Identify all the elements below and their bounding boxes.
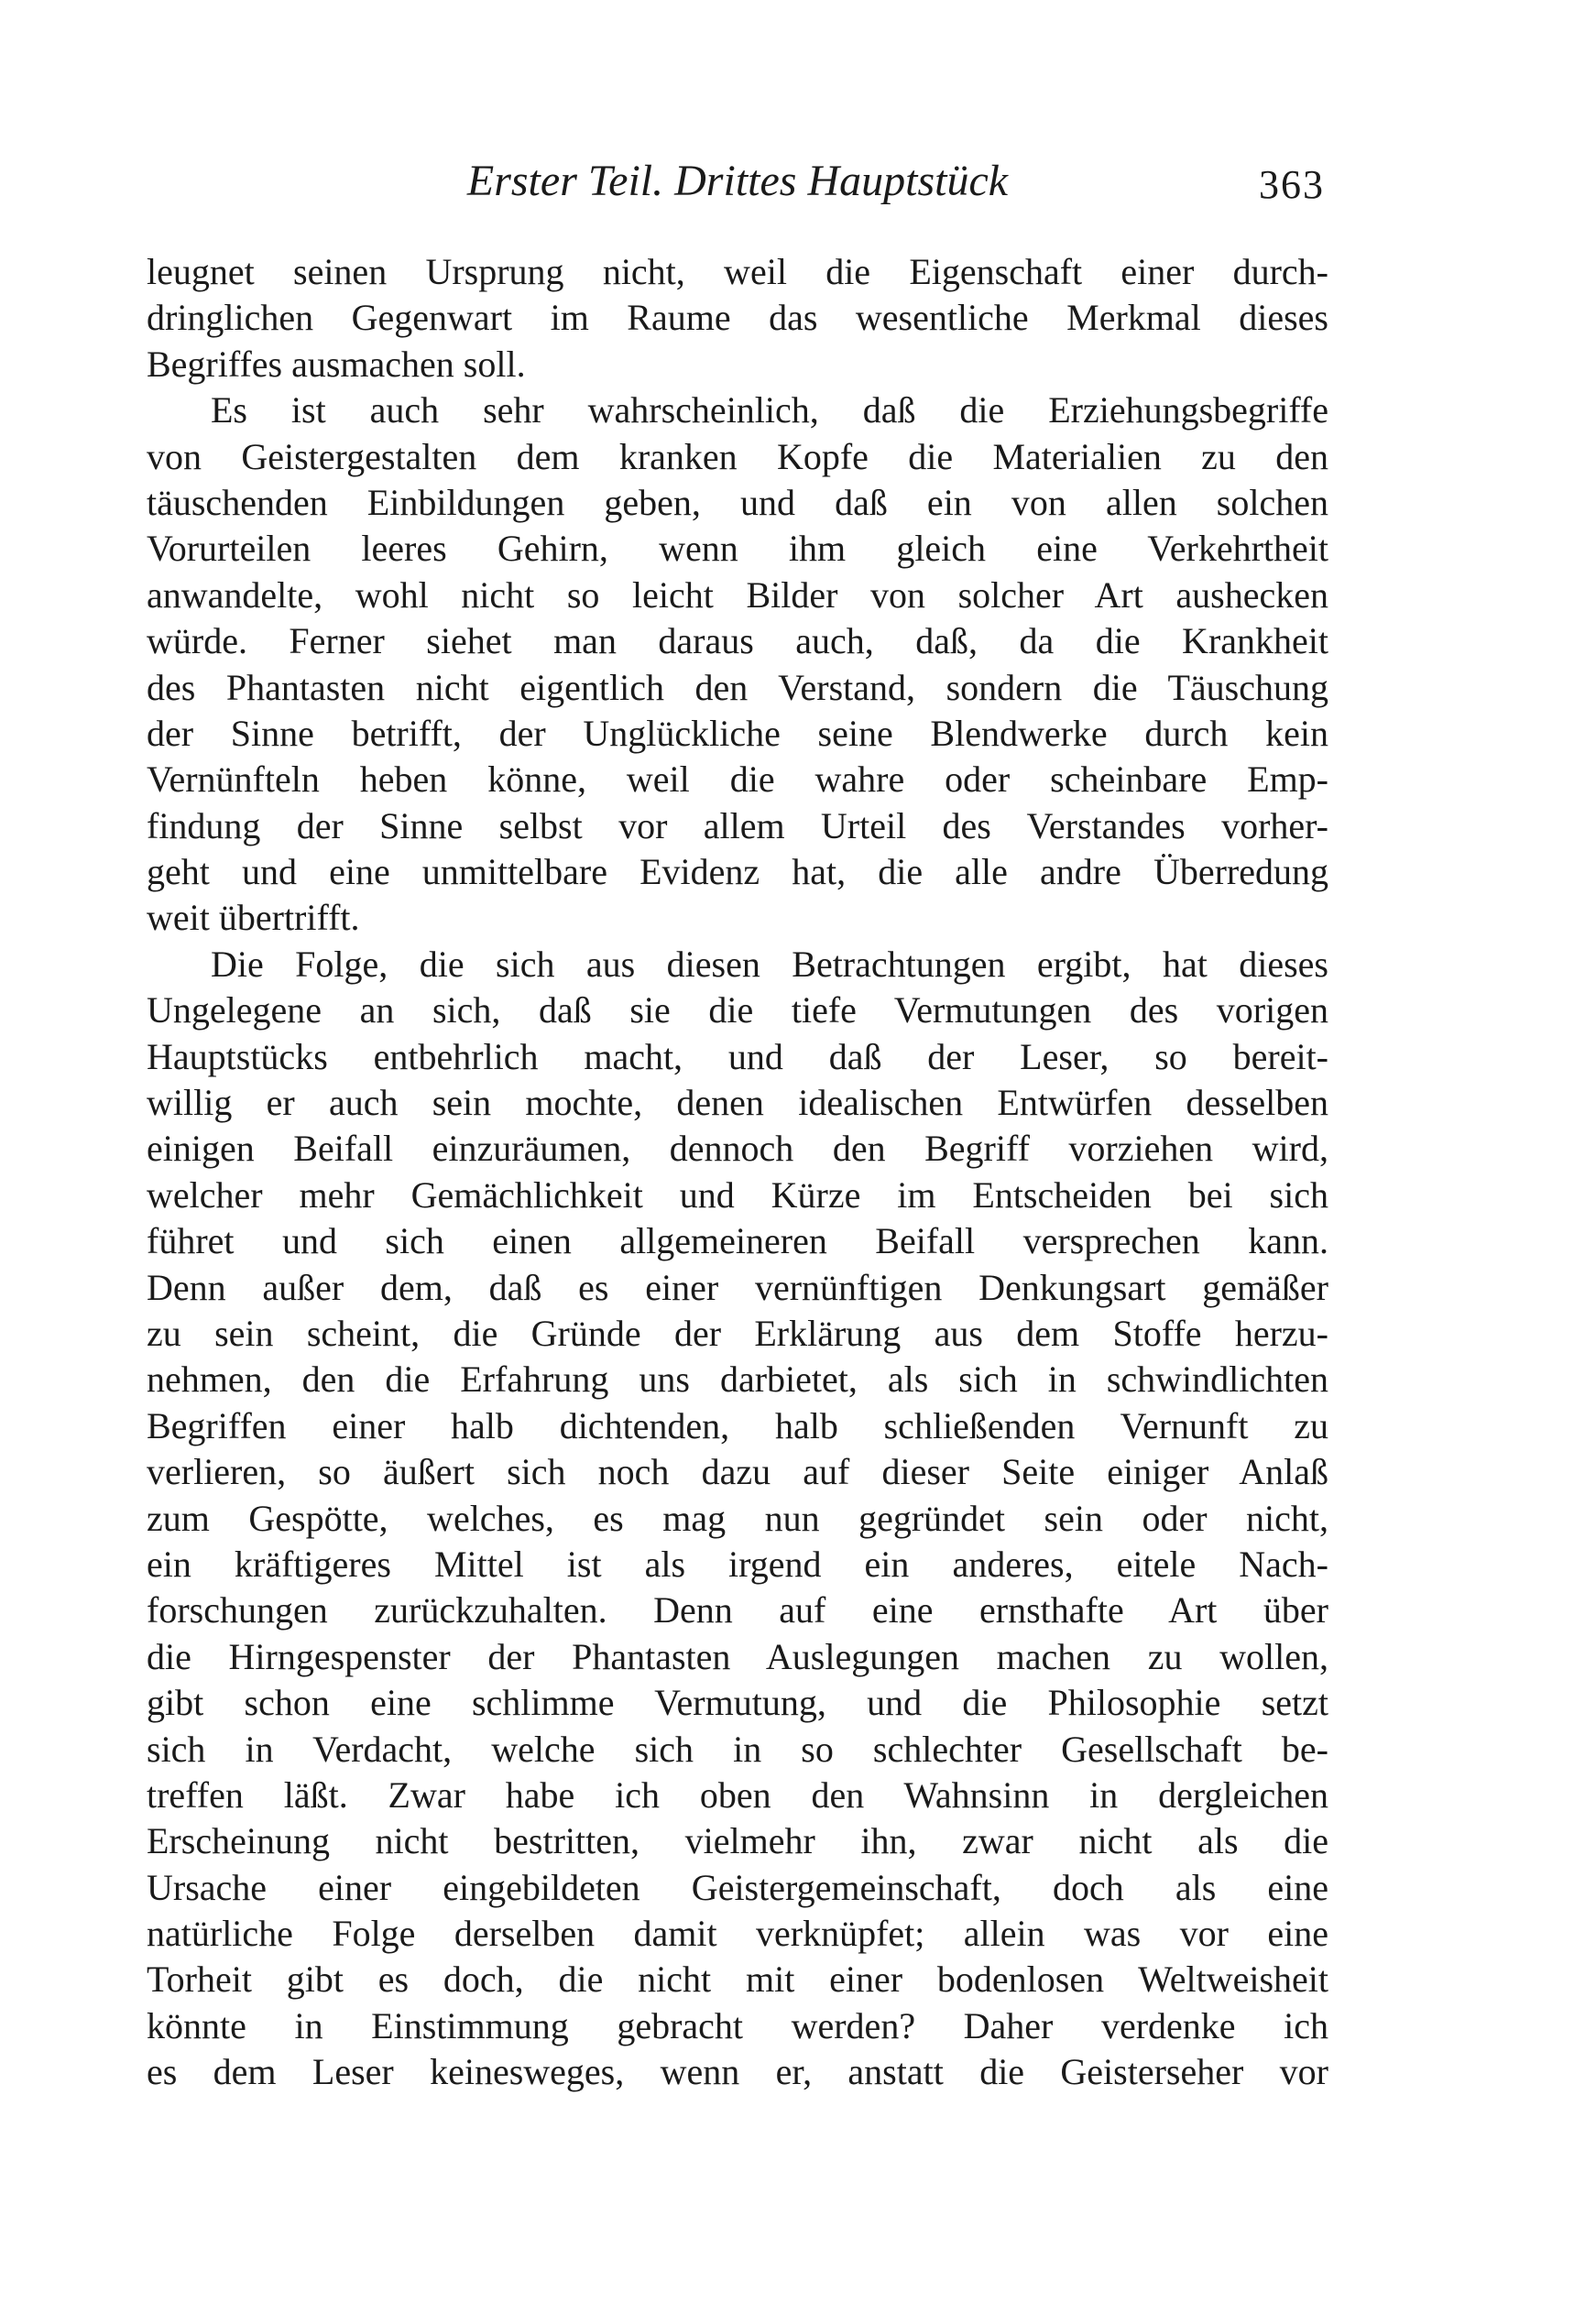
text-line: natürliche Folge derselben damit verknüpfet; allein was vor eine <box>147 1913 1328 1955</box>
text-line: verlieren, so äußert sich noch dazu auf dieser Seite einiger Anlaß <box>147 1451 1328 1493</box>
text-line: die Hirngespenster der Phantasten Auslegungen machen zu wollen, <box>147 1635 1328 1677</box>
text-line: anwandelte, wohl nicht so leicht Bilder von solcher Art aushecken <box>147 573 1328 616</box>
text-line: Denn außer dem, daß es einer vernünftigen Denkungsart gemäßer <box>147 1266 1328 1308</box>
text-line: gibt schon eine schlimme Vermutung, und die Philosophie setzt <box>147 1682 1328 1724</box>
text-line: treffen läßt. Zwar habe ich oben den Wahnsinn in dergleichen <box>147 1773 1328 1816</box>
text-line: einigen Beifall einzuräumen, dennoch den Begriff vorziehen wird, <box>147 1128 1328 1170</box>
text-line: der Sinne betrifft, der Unglückliche seine Blendwerke durch kein <box>147 712 1328 754</box>
text-line: Begriffen einer halb dichtenden, halb schließenden Vernunft zu <box>147 1404 1328 1446</box>
text-line: dringlichen Gegenwart im Raume das wesentliche Merkmal dieses <box>147 297 1328 339</box>
text-line: Ungelegene an sich, daß sie die tiefe Vermutungen des vorigen <box>147 989 1328 1031</box>
text-line: weit übertrifft. <box>147 897 360 939</box>
text-line: zum Gespötte, welches, es mag nun gegründet sein oder nicht, <box>147 1497 1328 1539</box>
text-line: würde. Ferner siehet man daraus auch, daß, da die Krankheit <box>147 620 1328 662</box>
text-line: welcher mehr Gemächlichkeit und Kürze im Entscheiden bei sich <box>147 1173 1328 1216</box>
text-line: täuschenden Einbildungen geben, und daß ein von allen solchen <box>147 481 1328 523</box>
text-line: nehmen, den die Erfahrung uns darbietet, als sich in schwindlichten <box>147 1358 1328 1401</box>
text-line: Begriffes ausmachen soll. <box>147 343 526 385</box>
text-line: Vernünfteln heben könne, weil die wahre oder scheinbare Emp- <box>147 758 1328 801</box>
text-line: Ursache einer eingebildeten Geistergemeinschaft, doch als eine <box>147 1866 1328 1908</box>
text-line: Erscheinung nicht bestritten, vielmehr ihn, zwar nicht als die <box>147 1820 1328 1862</box>
text-line: sich in Verdacht, welche sich in so schlechter Gesellschaft be- <box>147 1728 1328 1770</box>
text-line: zu sein scheint, die Gründe der Erklärung aus dem Stoffe herzu- <box>147 1312 1328 1354</box>
text-line: es dem Leser keinesweges, wenn er, anstatt die Geisterseher vor <box>147 2051 1328 2093</box>
text-line: findung der Sinne selbst vor allem Urteil des Verstandes vorher- <box>147 804 1328 846</box>
text-line: ein kräftigeres Mittel ist als irgend ein anderes, eitele Nach- <box>147 1543 1328 1585</box>
running-title: Erster Teil. Drittes Hauptstück <box>466 157 1009 205</box>
body-text <box>147 249 1328 2096</box>
text-line: geht und eine unmittelbare Evidenz hat, die alle andre Überredung <box>147 851 1328 893</box>
text-line: Es ist auch sehr wahrscheinlich, daß die Erziehungsbegriffe <box>211 389 1328 431</box>
page-header <box>147 154 1328 209</box>
text-line: Hauptstücks entbehrlich macht, und daß der Leser, so bereit- <box>147 1035 1328 1077</box>
text-line: forschungen zurückzuhalten. Denn auf eine ernsthafte Art über <box>147 1589 1328 1631</box>
text-line: Vorurteilen leeres Gehirn, wenn ihm gleich eine Verkehrtheit <box>147 528 1328 570</box>
text-line: führet und sich einen allgemeineren Beifall versprechen kann. <box>147 1220 1328 1262</box>
text-line: Torheit gibt es doch, die nicht mit einer bodenlosen Weltweisheit <box>147 1958 1328 2001</box>
text-line: Die Folge, die sich aus diesen Betrachtungen ergibt, hat dieses <box>211 943 1328 985</box>
text-line: von Geistergestalten dem kranken Kopfe die Materialien zu den <box>147 435 1328 477</box>
text-line: des Phantasten nicht eigentlich den Verstand, sondern die Täuschung <box>147 666 1328 708</box>
text-line: willig er auch sein mochte, denen idealischen Entwürfen desselben <box>147 1082 1328 1124</box>
page-number: 363 <box>1259 162 1325 207</box>
text-line: könnte in Einstimmung gebracht werden? Daher verdenke ich <box>147 2004 1328 2046</box>
text-line: leugnet seinen Ursprung nicht, weil die Eigenschaft einer durch- <box>147 251 1328 292</box>
